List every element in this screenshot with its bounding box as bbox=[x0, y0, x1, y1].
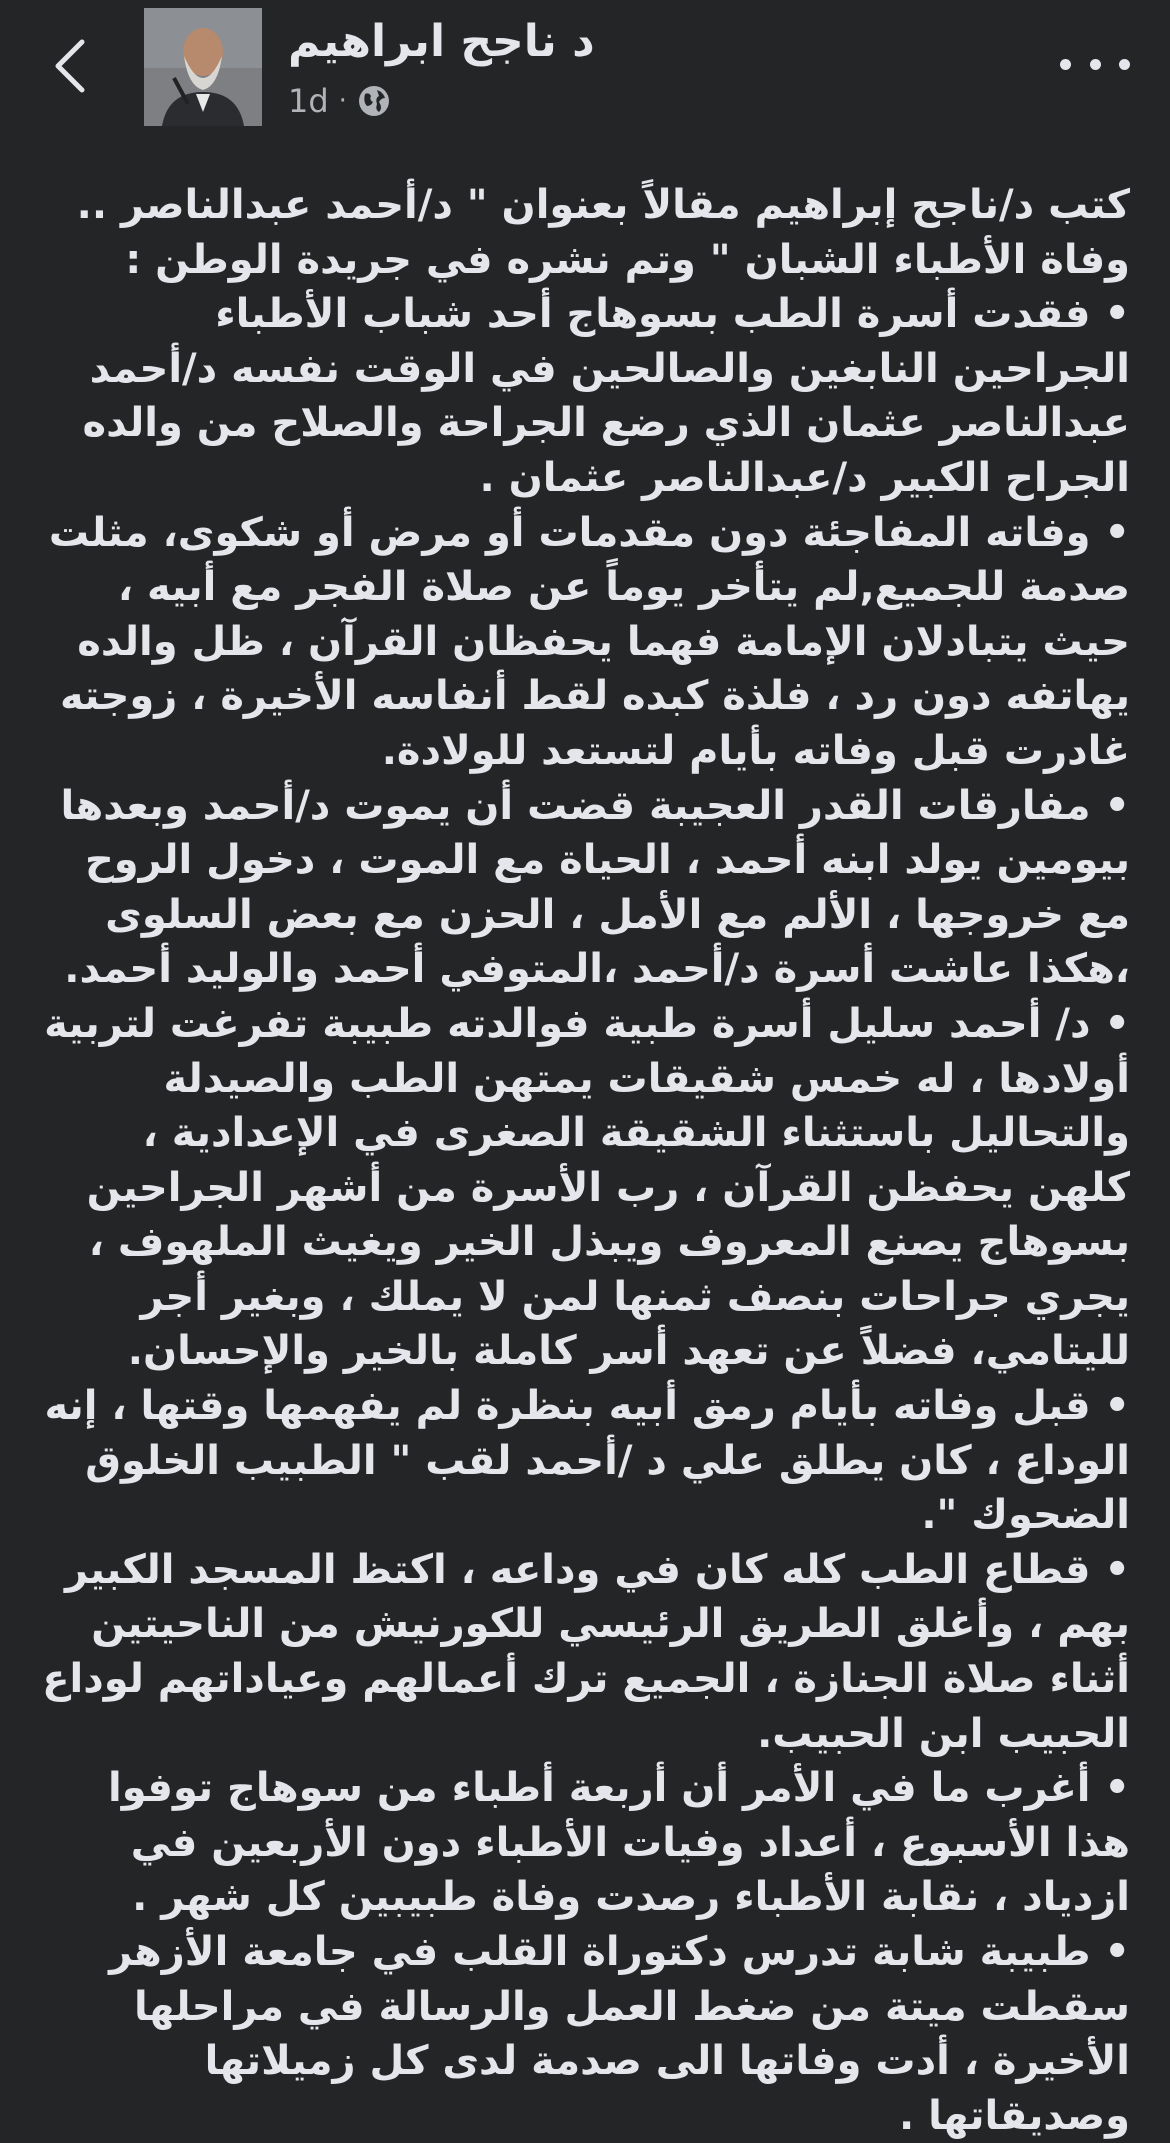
post-paragraph: • طبيبة شابة تدرس دكتوراة القلب في جامعة الأزهر سقطت ميتة من ضغط العمل والرسالة في مراحلها الأخيرة ، أدت وفاتها الى صدمة لدى كل زميلاتها وصديقاتها . bbox=[109, 1929, 1130, 2139]
back-button[interactable] bbox=[40, 28, 100, 104]
avatar-image bbox=[144, 8, 262, 126]
post-paragraph: • قبل وفاته بأيام رمق أبيه بنظرة لم يفهمها وقتها ، إنه الوداع ، كان يطلق علي د /أحمد لقب " الطبيب الخلوق الضحوك ". bbox=[44, 1383, 1130, 1539]
post-paragraph: • مفارقات القدر العجيبة قضت أن يموت د/أحمد وبعدها بيومين يولد ابنه أحمد ، الحياة مع الموت ، دخول الروح مع خروجها ، الألم مع الأمل ، الحزن مع بعض السلوى ،هكذا عاشت أسرة د/أحمد ،المتوفي أحمد والوليد أحمد. bbox=[60, 782, 1130, 993]
timestamp[interactable]: 1d bbox=[288, 82, 329, 120]
chevron-left-icon bbox=[50, 36, 90, 96]
post-paragraph: • وفاته المفاجئة دون مقدمات أو مرض أو شكوى، مثلت صدمة للجميع,لم يتأخر يوماً عن صلاة الفجر مع أبيه ، حيث يتبادلان الإمامة فهما يحفظان القرآن ، ظل والده يهاتفه دون رد ، فلذة كبده لقط أنفاسه الأخيرة ، زوجته غادرت قبل وفاته بأيام لتستعد للولادة. bbox=[48, 509, 1130, 774]
author-name[interactable]: د ناجح ابراهيم bbox=[288, 16, 595, 67]
meta-separator: · bbox=[338, 86, 347, 116]
more-options-button[interactable] bbox=[1060, 44, 1130, 84]
avatar[interactable] bbox=[144, 8, 262, 126]
globe-icon[interactable] bbox=[357, 84, 391, 118]
post-paragraph: كتب د/ناجح إبراهيم مقالاً بعنوان " د/أحمد عبدالناصر .. وفاة الأطباء الشبان " وتم نشره في جريدة الوطن : bbox=[76, 182, 1130, 283]
author-block bbox=[284, 10, 844, 130]
post-paragraph: • د/ أحمد سليل أسرة طبية فوالدته طبيبة تفرغت لتربية أولادها ، له خمس شقيقات يمتهن الطب والصيدلة والتحاليل باستثناء الشقيقة الصغرى في الإعدادية ، كلهن يحفظن القرآن ، رب الأسرة من أشهر الجراحين بسوهاج يصنع المعروف ويبذل الخير ويغيث الملهوف ، يجري جراحات بنصف ثمنها لمن لا يملك ، وبغير أجر لليتامي، فضلاً عن تعهد أسر كاملة بالخير والإحسان. bbox=[44, 1000, 1130, 1375]
post-paragraph: • فقدت أسرة الطب بسوهاج أحد شباب الأطباء الجراحين النابغين والصالحين في الوقت نفسه د/أحمد عبدالناصر عثمان الذي رضع الجراحة والصلاح من والده الجراح الكبير د/عبدالناصر عثمان . bbox=[82, 291, 1130, 501]
post-header bbox=[0, 0, 1170, 140]
post-paragraph: • قطاع الطب كله كان في وداعه ، اكتظ المسجد الكبير بهم ، وأغلق الطريق الرئيسي للكورنيش من الناحيتين أثناء صلاة الجنازة ، الجميع ترك أعمالهم وعياداتهم لوداع الحبيب ابن الحبيب. bbox=[42, 1546, 1130, 1757]
post-meta bbox=[288, 82, 391, 120]
post-paragraph: • أغرب ما في الأمر أن أربعة أطباء من سوهاج توفوا هذا الأسبوع ، أعداد وفيات الأطباء دون الأربعين في ازدياد ، نقابة الأطباء رصدت وفاة طبيبين كل شهر . bbox=[108, 1765, 1130, 1921]
more-horizontal-icon bbox=[1060, 59, 1071, 70]
post-text bbox=[40, 178, 1130, 2139]
